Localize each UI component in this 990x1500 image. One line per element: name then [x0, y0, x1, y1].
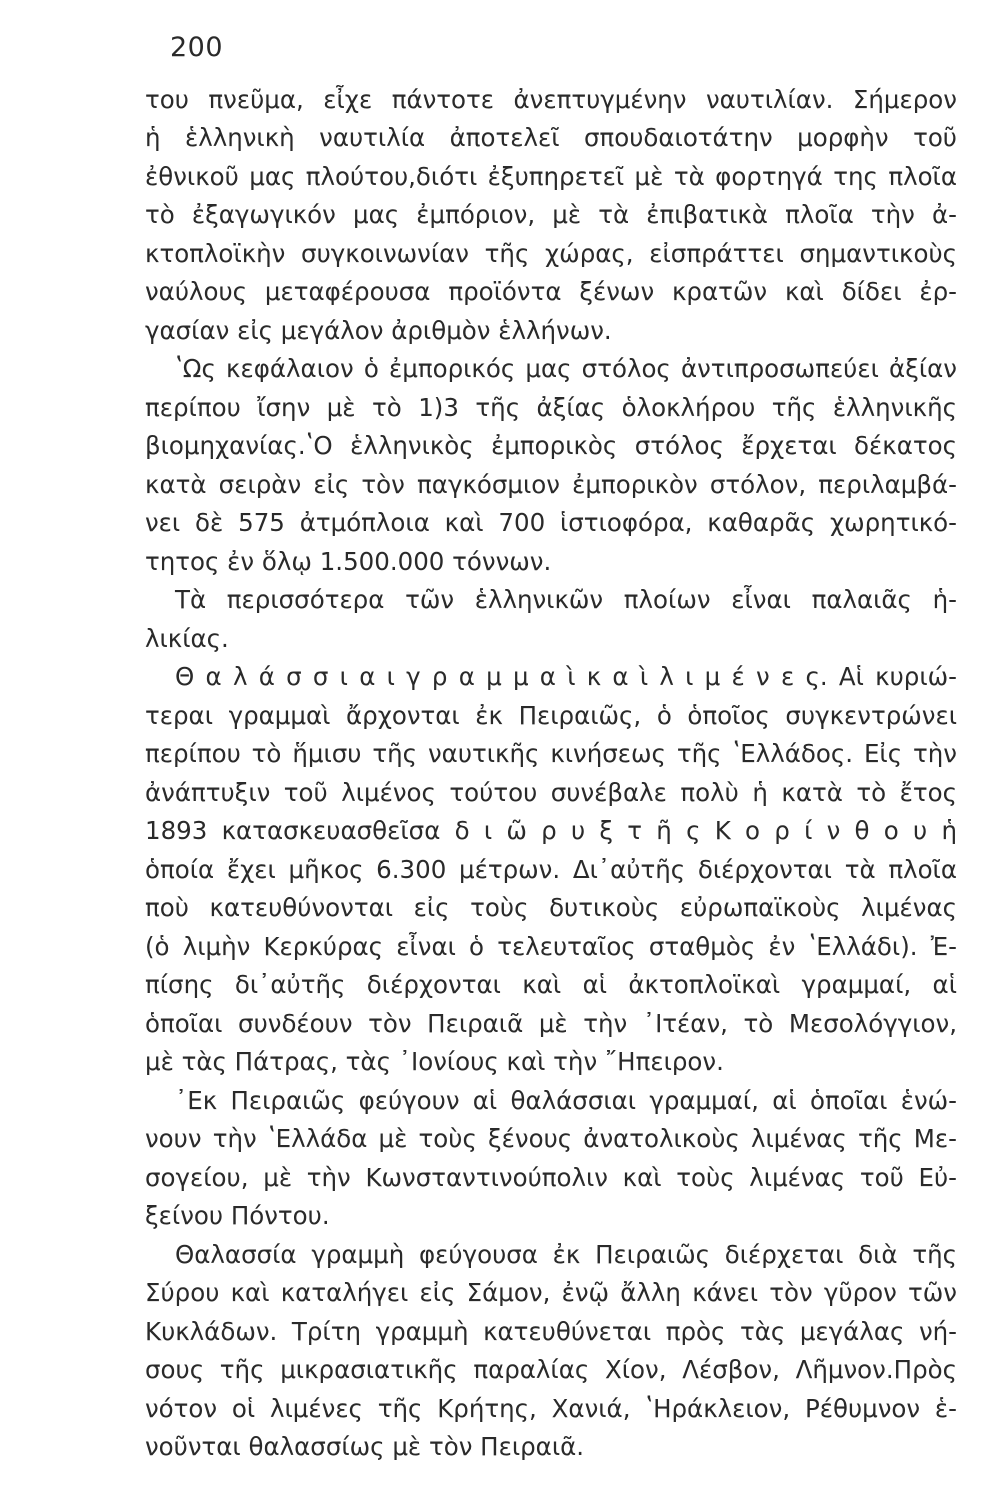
text-line: σους τῆς μικρασιατικῆς παραλίας Χίον, Λέσβον, Λῆμνον.Πρὸς — [145, 1355, 957, 1384]
text-line: ναύλους μεταφέρουσα προϊόντα ξένων κρατῶν καὶ δίδει ἐρ- — [145, 277, 957, 306]
text-line: Θαλασσία γραμμὴ φεύγουσα ἐκ Πειραιῶς διέρχεται διὰ τῆς — [175, 1240, 957, 1269]
text-line: του πνεῦμα, εἶχε πάντοτε ἀνεπτυγμένην ναυτιλίαν. Σήμερον — [145, 85, 957, 114]
text-line: τεραι γραμμαὶ ἄρχονται ἐκ Πειραιῶς, ὁ ὁποῖος συγκεντρώνει — [145, 701, 957, 730]
text-line: σογείου, μὲ τὴν Κωνσταντινούπολιν καὶ τοὺς λιμένας τοῦ Εὐ- — [145, 1163, 957, 1192]
text-line: 1893 κατασκευασθεῖσα δ ι ῶ ρ υ ξ τ ῆ ς Κ ο ρ ί ν θ ο υ ἡ — [145, 816, 957, 845]
text-line: ʽΩς κεφάλαιον ὁ ἐμπορικός μας στόλος ἀντιπροσωπεύει ἀξίαν — [175, 354, 957, 383]
text-line: ἐθνικοῦ μας πλούτου,διότι ἐξυπηρετεῖ μὲ τὰ φορτηγά της πλοῖα — [145, 162, 957, 191]
text-line: Τὰ περισσότερα τῶν ἑλληνικῶν πλοίων εἶναι παλαιᾶς ἡ- — [175, 585, 957, 614]
page-number: 200 — [170, 32, 224, 63]
text-line: λικίας. — [145, 624, 229, 653]
text-line: Κυκλάδων. Τρίτη γραμμὴ κατευθύνεται πρὸς τὰς μεγάλας νή- — [145, 1317, 957, 1346]
text-line: νουν τὴν ʽΕλλάδα μὲ τοὺς ξένους ἀνατολικοὺς λιμένας τῆς Με- — [145, 1124, 957, 1153]
text-line: νει δὲ 575 ἀτμόπλοια καὶ 700 ἱστιοφόρα, καθαρᾶς χωρητικό- — [145, 508, 957, 537]
text-line: ἡ ἑλληνικὴ ναυτιλία ἀποτελεῖ σπουδαιοτάτην μορφὴν τοῦ — [145, 123, 957, 152]
text-line: νότον οἱ λιμένες τῆς Κρήτης, Χανιά, ʽΗράκλειον, Ρέθυμνον ἑ- — [145, 1394, 957, 1423]
section-heading-line: Θ α λ ά σ σ ι α ι γ ρ α μ μ α ὶ κ α ὶ λ ι μ έ ν ε ς. Αἱ κυριώ- — [175, 662, 957, 691]
text-line: (ὁ λιμὴν Κερκύρας εἶναι ὁ τελευταῖος σταθμὸς ἐν ʽΕλλάδι). Ἐ- — [145, 932, 957, 961]
text-line: νοῦνται θαλασσίως μὲ τὸν Πειραιᾶ. — [145, 1432, 585, 1461]
text-line: κατὰ σειρὰν εἰς τὸν παγκόσμιον ἐμπορικὸν στόλον, περιλαμβά- — [145, 470, 957, 499]
text-line: κτοπλοϊκὴν συγκοινωνίαν τῆς χώρας, εἰσπράττει σημαντικοὺς — [145, 239, 957, 268]
text-line: ὁποῖαι συνδέουν τὸν Πειραιᾶ μὲ τὴν ᾽Ιτέαν, τὸ Μεσολόγγιον, — [145, 1009, 957, 1038]
text-line: ᾽Εκ Πειραιῶς φεύγουν αἱ θαλάσσιαι γραμμαί, αἱ ὁποῖαι ἑνώ- — [175, 1086, 957, 1115]
text-line: ἀνάπτυξιν τοῦ λιμένος τούτου συνέβαλε πολὺ ἡ κατὰ τὸ ἔτος — [145, 778, 957, 807]
text-line: περίπου τὸ ἥμισυ τῆς ναυτικῆς κινήσεως τῆς ʽΕλλάδος. Εἰς τὴν — [145, 739, 957, 768]
text-line: τητος ἐν ὅλῳ 1.500.000 τόννων. — [145, 547, 552, 576]
text-line: τὸ ἐξαγωγικόν μας ἐμπόριον, μὲ τὰ ἐπιβατικὰ πλοῖα τὴν ἀ- — [145, 200, 957, 229]
text-line: πίσης δι᾽αὐτῆς διέρχονται καὶ αἱ ἀκτοπλοϊκαὶ γραμμαί, αἱ — [145, 970, 957, 999]
text-line: ξείνου Πόντου. — [145, 1201, 330, 1230]
text-line: βιομηχανίας.ʽΟ ἑλληνικὸς ἐμπορικὸς στόλος ἔρχεται δέκατος — [145, 431, 957, 460]
text-line: γασίαν εἰς μεγάλον ἀριθμὸν ἑλλήνων. — [145, 316, 612, 345]
text-line: ὁποία ἔχει μῆκος 6.300 μέτρων. Δι᾽αὐτῆς διέρχονται τὰ πλοῖα — [145, 855, 957, 884]
text-line: περίπου ἴσην μὲ τὸ 1)3 τῆς ἀξίας ὁλοκλήρου τῆς ἑλληνικῆς — [145, 393, 957, 422]
text-line: Σύρου καὶ καταλήγει εἰς Σάμον, ἐνῷ ἄλλη κάνει τὸν γῦρον τῶν — [145, 1278, 957, 1307]
text-line: ποὺ κατευθύνονται εἰς τοὺς δυτικοὺς εὐρωπαϊκοὺς λιμένας — [145, 893, 957, 922]
text-line: μὲ τὰς Πάτρας, τὰς ᾽Ιονίους καὶ τὴν ῎Ηπειρον. — [145, 1047, 724, 1076]
